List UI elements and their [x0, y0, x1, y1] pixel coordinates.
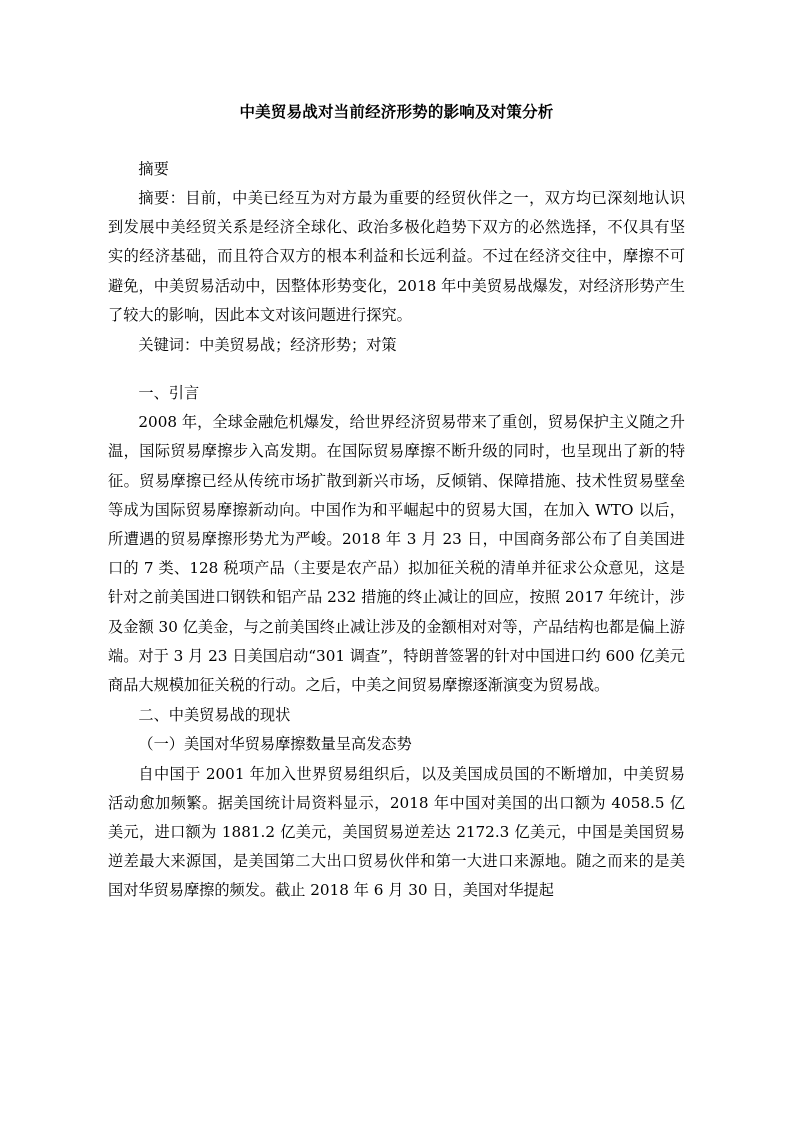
subsection-one-body: 自中国于 2001 年加入世界贸易组织后，以及美国成员国的不断增加，中美贸易活动愈加频繁。据美国统计局资料显示，2018 年中国对美国的出口额为 4058.5 亿美元，进口额为 1881.2 亿美元，美国贸易逆差达 2172.3 亿美元，中国是美国贸易逆差最大来源国，是美国第二大出口贸易伙伴和第一大进口来源地。随之而来的是美国对华贸易摩擦的频发。截止 2018 年 6 月 30 日，美国对华提起	[108, 764, 685, 900]
page-title: 中美贸易战对当前经济形势的影响及对策分析	[239, 102, 554, 121]
abstract-heading: 摘要	[138, 159, 169, 178]
section-one-heading: 一、引言	[138, 384, 200, 403]
spacer	[108, 361, 685, 379]
keywords-line: 关键词：中美贸易战；经济形势；对策	[138, 335, 397, 354]
section-two-heading: 二、中美贸易战的现状	[138, 706, 291, 725]
section-one-body: 2008 年，全球金融危机爆发，给世界经济贸易带来了重创，贸易保护主义随之升温，国际贸易摩擦步入高发期。在国际贸易摩擦不断升级的同时，也呈现出了新的特征。贸易摩擦已经从传统市场扩散到新兴市场，反倾销、保障措施、技术性贸易壁垒等成为国际贸易摩擦新动向。中国作为和平崛起中的贸易大国，在加入 WTO 以后，所遭遇的贸易摩擦形势尤为严峻。2018 年 3 月 23 日，中国商务部公布了自美国进口的 7 类、128 税项产品（主要是农产品）拟加征关税的清单并征求公众意见，这是针对之前美国进口钢铁和铝产品 232 措施的终止减让的回应，按照 2017 年统计，涉及金额 30 亿美金，与之前美国终止减让涉及的金额相对对等，产品结构也都是偏上游端。对于 3 月 23 日美国启动“301 调查”，特朗普签署的针对中国进口约 600 亿美元商品大规模加征关税的行动。之后，中美之间贸易摩擦逐渐演变为贸易战。	[108, 413, 685, 694]
subsection-one-heading: （一）美国对华贸易摩擦数量呈高发态势	[138, 735, 412, 754]
abstract-body: 摘要：目前，中美已经互为对方最为重要的经贸伙伴之一，双方均已深刻地认识到发展中美经贸关系是经济全球化、政治多极化趋势下双方的必然选择，不仅具有坚实的经济基础，而且符合双方的根本利益和长远利益。不过在经济交往中，摩擦不可避免，中美贸易活动中，因整体形势变化，2018 年中美贸易战爆发，对经济形势产生了较大的影响，因此本文对该问题进行探究。	[108, 188, 685, 324]
